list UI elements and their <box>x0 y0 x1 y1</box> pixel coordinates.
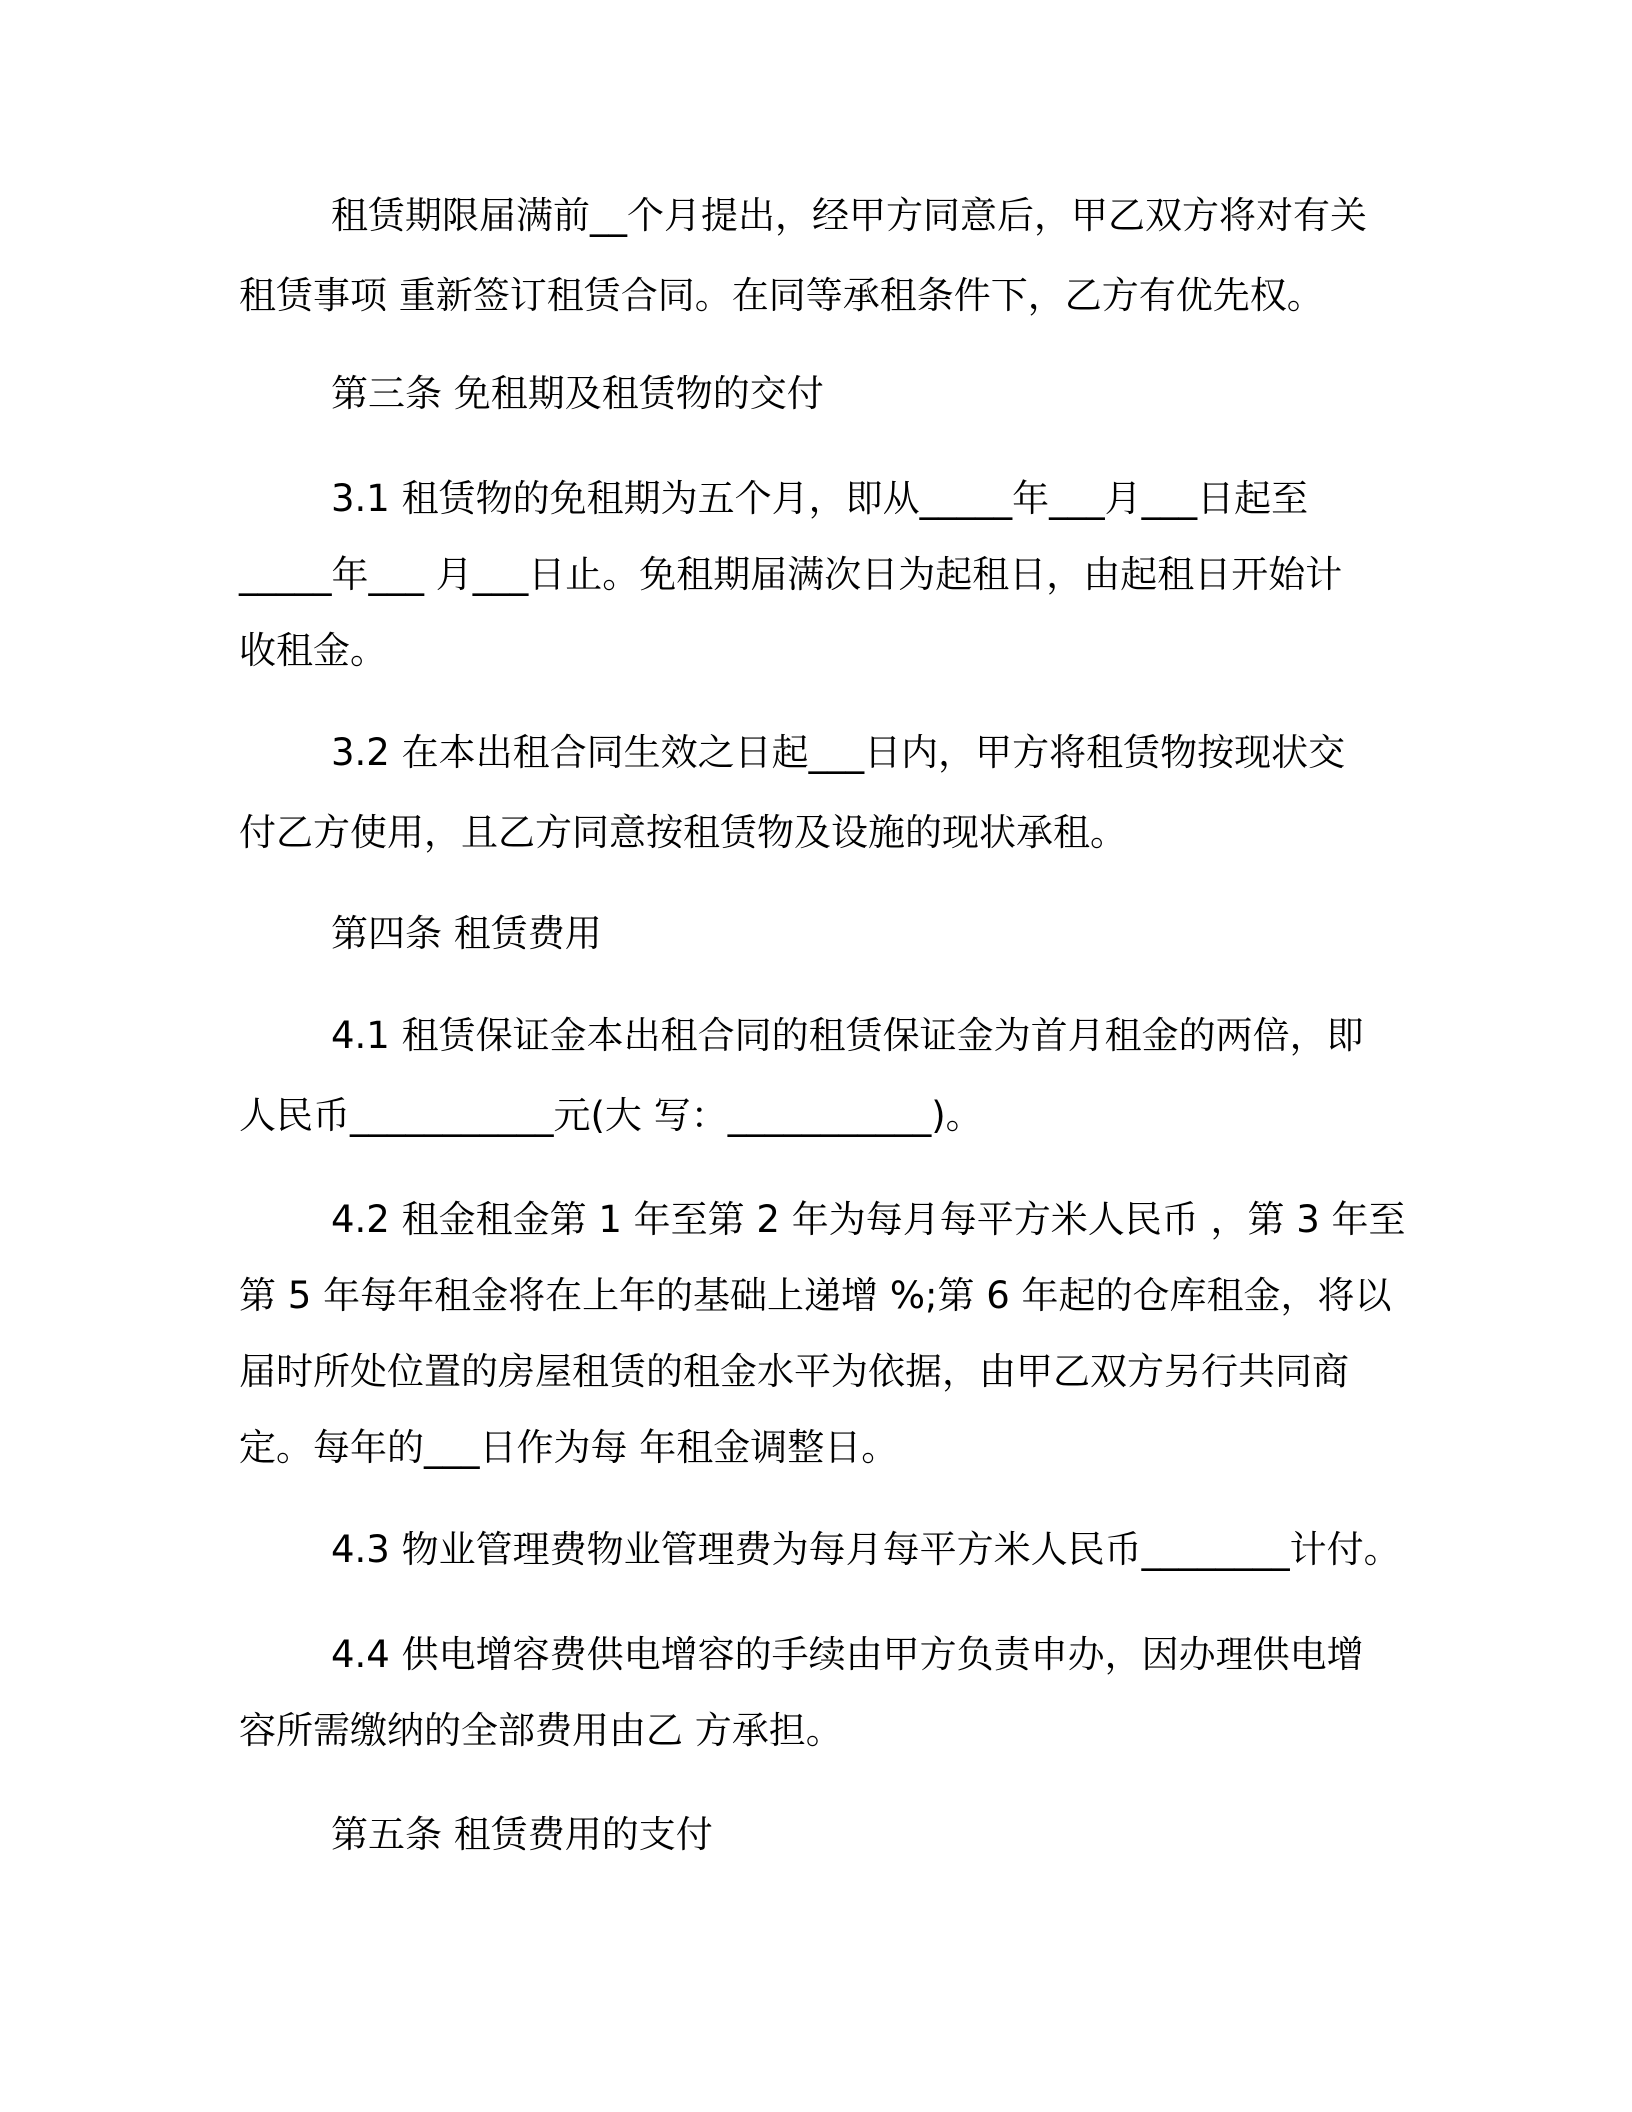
text-line-17: 4.4 供电增容费供电增容的手续由甲方负责申办，因办理供电增 <box>331 1633 1364 1676</box>
text-line-12: 4.2 租金租金第 1 年至第 2 年为每月每平方米人民币 ，第 3 年至 <box>331 1198 1406 1241</box>
text-line-10: 4.1 租赁保证金本出租合同的租赁保证金为首月租金的两倍，即 <box>331 1014 1364 1057</box>
text-line-7: 3.2 在本出租合同生效之日起___日内，甲方将租赁物按现状交 <box>331 731 1346 774</box>
article-3-heading: 第三条 免租期及租赁物的交付 <box>331 372 824 415</box>
text-line-14: 届时所处位置的房屋租赁的租金水平为依据，由甲乙双方另行共同商 <box>239 1350 1349 1393</box>
article-4-heading: 第四条 租赁费用 <box>331 912 602 955</box>
text-line-18: 容所需缴纳的全部费用由乙 方承担。 <box>239 1709 843 1752</box>
text-line-4: 3.1 租赁物的免租期为五个月，即从_____年___月___日起至 <box>331 477 1309 520</box>
text-line-15: 定。每年的___日作为每 年租金调整日。 <box>239 1426 899 1469</box>
text-line-8: 付乙方使用，且乙方同意按租赁物及设施的现状承租。 <box>239 811 1127 854</box>
text-line-5: _____年___ 月___日止。免租期届满次日为起租日，由起租日开始计 <box>239 553 1343 596</box>
text-line-16: 4.3 物业管理费物业管理费为每月每平方米人民币________计付。 <box>331 1528 1401 1571</box>
article-5-heading: 第五条 租赁费用的支付 <box>331 1813 713 1856</box>
text-line-1: 租赁期限届满前__个月提出，经甲方同意后，甲乙双方将对有关 <box>331 194 1367 237</box>
text-line-13: 第 5 年每年租金将在上年的基础上递增 %;第 6 年起的仓库租金，将以 <box>239 1274 1392 1317</box>
text-line-6: 收租金。 <box>239 629 387 672</box>
text-line-11: 人民币___________元(大 写：___________)。 <box>239 1094 983 1137</box>
text-line-2: 租赁事项 重新签订租赁合同。在同等承租条件下，乙方有优先权。 <box>239 274 1324 317</box>
